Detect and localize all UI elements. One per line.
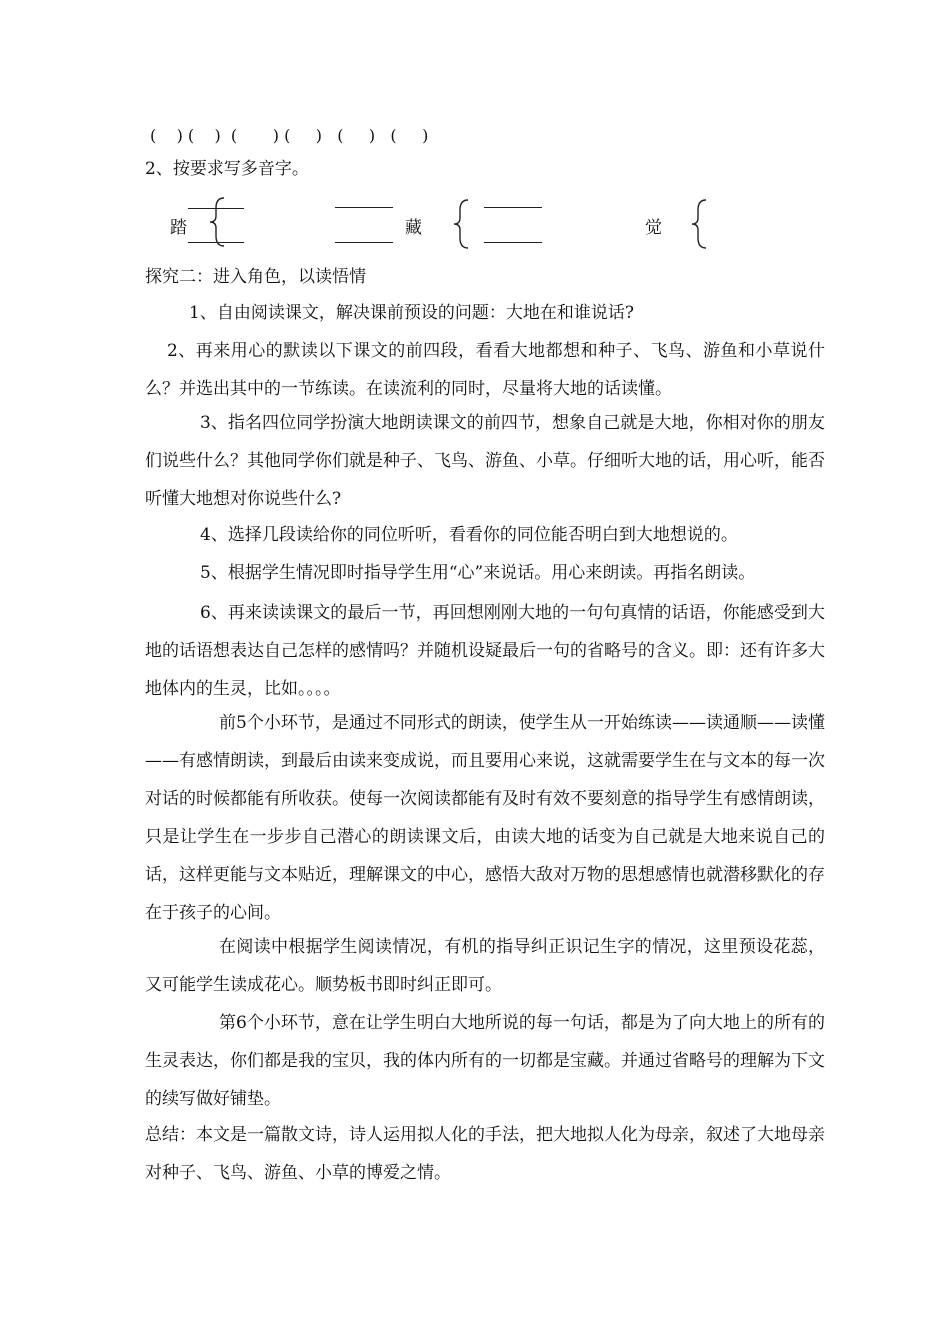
polyphonic-char-ta: 踏: [170, 218, 187, 238]
summary: 总结：本文是一篇散文诗，诗人运用拟人化的手法，把大地拟人化为母亲，叙述了大地母亲对种子、飞鸟、游鱼、小草的博爱之情。: [145, 1125, 825, 1183]
brace-icon: [690, 198, 712, 250]
polyphonic-char-cang: 藏: [405, 218, 422, 238]
commentary-2: 在阅读中根据学生阅读情况，有机的指导纠正识记生字的情况，这里预设花蕊，又可能学生读成花心。顺势板书即时纠正即可。: [145, 937, 825, 995]
step-1: 1、自由阅读课文，解决课前预设的问题：大地在和谁说话?: [189, 303, 634, 323]
answer-blank-cang-2[interactable]: [484, 242, 542, 243]
commentary-3: 第6个小环节，意在让学生明白大地所说的每一句话，都是为了向大地上的所有的生灵表达，你们都是我的宝贝，我的体内所有的一切都是宝藏。并通过省略号的理解为下文的续写做好铺垫。: [145, 1013, 825, 1109]
step-3: 3、指名四位同学扮演大地朗读课文的前四节，想象自己就是大地，你相对你的朋友们说些什么？其他同学你们就是种子、飞鸟、游鱼、小草。仔细听大地的话，用心听，能否听懂大地想对你说些什么?: [145, 413, 825, 509]
brace-icon: [452, 198, 474, 250]
step-2: 2、再来用心的默读以下课文的前四段，看看大地都想和种子、飞鸟、游鱼和小草说什么？并选出其中的一节练读。在读流利的同时，尽量将大地的话读懂。: [145, 341, 825, 399]
commentary-1: 前5个小环节，是通过不同形式的朗读，使学生从一开始练读——读通顺——读懂——有感情朗读，到最后由读来变成说，而且要用心来说，这就需要学生在与文本的每一次对话的时候都能有所收获。使每一次阅读都能有及时有效不要刻意的指导学生有感情朗读，只是让学生在一步步自己潜心的朗读课文后，由读大地的话变为自己就是大地来说自己的话，这样更能与文本贴近，理解课文的中心，感悟大敌对万物的思想感情也就潜移默化的存在于孩子的心间。: [145, 713, 825, 923]
item2-heading: 2、按要求写多音字。: [145, 159, 309, 179]
answer-blank-ta-1[interactable]: [188, 208, 244, 209]
answer-blank-cang-1[interactable]: [484, 207, 542, 208]
answer-blank-ta-pinyin-1[interactable]: [335, 207, 393, 208]
brace-icon: [208, 196, 230, 248]
answer-blank-ta-pinyin-2[interactable]: [335, 242, 393, 243]
step-4: 4、选择几段读给你的同位听听，看看你的同位能否明白到大地想说的。: [200, 525, 738, 545]
step-5: 5、根据学生情况即时指导学生用“心”来说话。用心来朗读。再指名朗读。: [200, 563, 756, 583]
step-6: 6、再来读读课文的最后一节，再回想刚刚大地的一句句真情的话语，你能感受到大地的话语想表达自己怎样的感情吗？并随机设疑最后一句的省略号的含义。即：还有许多大地体内的生灵，比如。。。。: [145, 603, 825, 699]
polyphonic-char-jue: 觉: [645, 218, 662, 238]
answer-blank-ta-2[interactable]: [188, 242, 244, 243]
section-title: 探究二：进入角色，以读悟情: [145, 267, 366, 287]
answer-brackets-row: ( ) ( ) ( ) ( ) ( ) ( ): [150, 126, 429, 145]
